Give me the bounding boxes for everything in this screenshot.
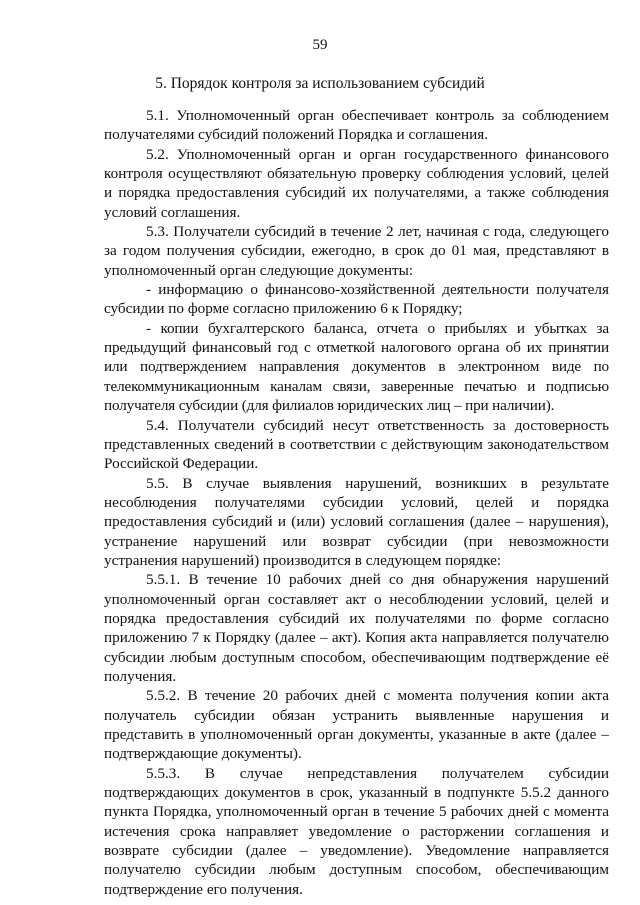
paragraph-5-4: 5.4. Получатели субсидий несут ответственность за достоверность представленных сведений в соответствии с действующим законодательством Российской Федерации. xyxy=(104,416,609,473)
paragraph-5-3: 5.3. Получатели субсидий в течение 2 лет, начиная с года, следующего за годом получения субсидии, ежегодно, в срок до 01 мая, представляют в уполномоченный орган следующие документы: xyxy=(104,223,609,279)
paragraph-5-5-3: 5.5.3. В случае непредставления получателем субсидии подтверждающих документов в срок, указанный в подпункте 5.5.2 данного пункта Порядка, уполномоченный орган в течение 5 рабочих дней с момента истечения срока направляет уведомление о расторжении соглашения и возврате субсидии (далее – уведомление). Уведомление направляется получателю субсидии любым доступным способом, обеспечивающим подтверждение его получения. xyxy=(104,764,609,898)
paragraph-5-1: 5.1. Уполномоченный орган обеспечивает контроль за соблюдением получателями субсидий положений Порядка и соглашения. xyxy=(104,107,609,144)
paragraph-5-5: 5.5. В случае выявления нарушений, возникших в результате несоблюдения получателями субсидии условий, целей и порядка предоставления субсидий и (или) условий соглашения (далее – нарушения), устранение нарушений или возврат субсидии (при невозможности устранения нарушений) производится в следующем порядке: xyxy=(104,474,609,569)
paragraph-5-2: 5.2. Уполномоченный орган и орган государственного финансового контроля осуществляют обязательную проверку соблюдения условий, целей и порядка предоставления субсидий их получателями, а также соблюдения условий соглашения. xyxy=(104,145,609,221)
list-item-balance-copies: - копии бухгалтерского баланса, отчета о прибылях и убытках за предыдущий финансовый год с отметкой налогового органа об их принятии или подтверждением направления документов в электронном виде по телекоммуникационным каналам связи, заверенные печатью и подписью получателя субсидии (для филиалов юридических лиц – при наличии). xyxy=(104,319,609,415)
page-number: 59 xyxy=(312,37,328,53)
list-item-financial-info: - информацию о финансово-хозяйственной деятельности получателя субсидии по форме согласно приложению 6 к Порядку; xyxy=(104,281,609,318)
document-body xyxy=(104,106,609,899)
paragraph-5-5-2: 5.5.2. В течение 20 рабочих дней с момента получения копии акта получатель субсидии обязан устранить выявленные нарушения и представить в уполномоченный орган документы, указанные в акте (далее – подтверждающие документы). xyxy=(104,687,609,763)
paragraph-5-5-1: 5.5.1. В течение 10 рабочих дней со дня обнаружения нарушений уполномоченный орган составляет акт о несоблюдении условий, целей и порядка предоставления субсидий их получателями по форме согласно приложению 7 к Порядку (далее – акт). Копия акта направляется получателю субсидии любым доступным способом, обеспечивающим подтверждение её получения. xyxy=(104,571,609,685)
section-title: 5. Порядок контроля за использованием субсидий xyxy=(155,75,485,92)
